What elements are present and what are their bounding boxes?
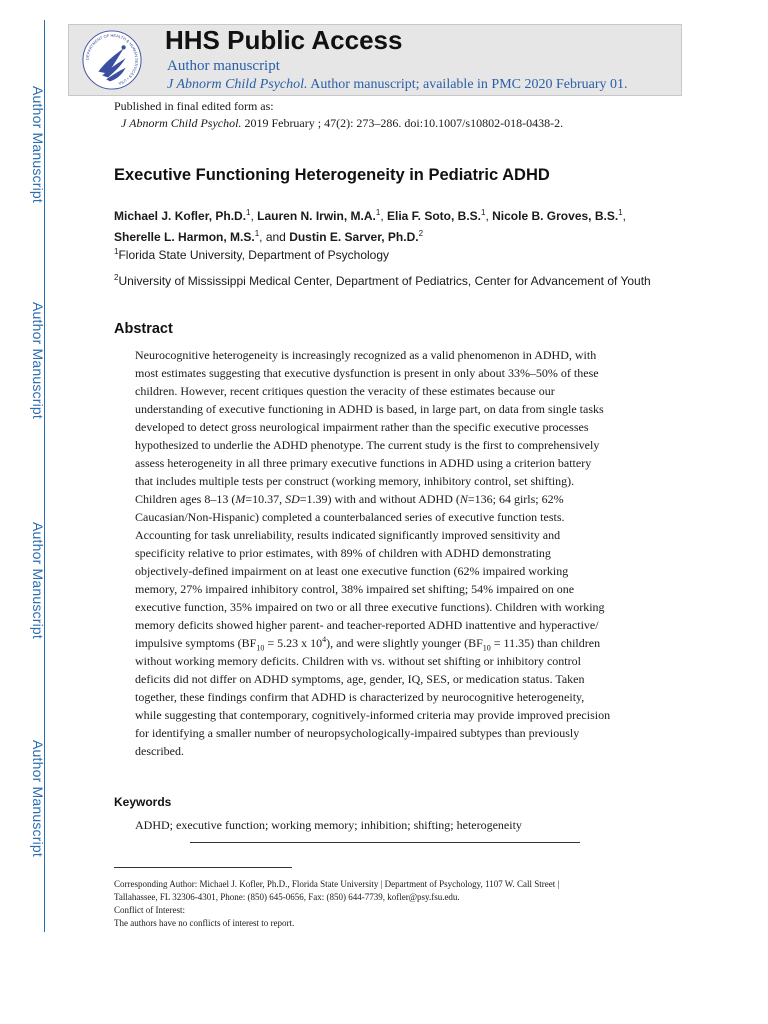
- author-affiliation-mark: 1: [375, 208, 381, 217]
- abstract-fragment: = 11.35) than children: [490, 636, 601, 650]
- abstract-body: [135, 346, 635, 760]
- abstract-line: hypothesized to underlie the ADHD phenotype. The current study is the first to comprehensively: [135, 438, 600, 452]
- abstract-line: while suggesting that contemporary, cognitively-informed criteria may provide improved precision: [135, 708, 611, 722]
- published-citation: [121, 116, 563, 131]
- published-journal: J Abnorm Child Psychol.: [121, 116, 242, 130]
- abstract-fragment: =136; 64 girls; 62%: [467, 492, 564, 506]
- abstract-line: [135, 634, 635, 652]
- author-separator: ,: [380, 209, 387, 223]
- sidebar-label-author-manuscript: Author Manuscript: [30, 522, 46, 640]
- abstract-fragment: 4: [322, 635, 327, 644]
- conflict-text: The authors have no conflicts of interest to report.: [114, 918, 295, 928]
- abstract-fragment: Children ages 8–13 (: [135, 492, 236, 506]
- abstract-line: objectively-defined impairment on at least one executive function (62% impaired working: [135, 564, 569, 578]
- affiliation-text: University of Mississippi Medical Center, Department of Pediatrics, Center for Advancement of Youth: [118, 274, 651, 288]
- abstract-line: together, these findings confirm that ADHD is characterized by neurocognitive heterogeneity,: [135, 690, 585, 704]
- abstract-line: understanding of executive functioning in ADHD is based, in large part, on data from single tasks: [135, 402, 604, 416]
- keywords-list: ADHD; executive function; working memory; inhibition; shifting; heterogeneity: [135, 818, 522, 832]
- article-title: Executive Functioning Heterogeneity in Pediatric ADHD: [114, 166, 550, 184]
- abstract-line: described.: [135, 744, 184, 758]
- author-affiliation-mark: 1: [246, 208, 251, 217]
- author-name: Dustin E. Sarver, Ph.D.: [289, 230, 419, 244]
- abstract-fragment: =1.39) with and without ADHD (: [299, 492, 460, 506]
- author-name: Sherelle L. Harmon, M.S.: [114, 230, 255, 244]
- author-affiliation-mark: 1: [481, 208, 486, 217]
- hhs-eagle-seal-icon: [81, 29, 143, 91]
- abstract-line: without working memory deficits. Children with vs. without set shifting or inhibitory control: [135, 654, 581, 668]
- abstract-line: memory deficits showed higher parent- and teacher-reported ADHD inattentive and hyperactive/: [135, 618, 599, 632]
- affiliation-number: 1: [114, 247, 119, 256]
- abstract-fragment: =10.37,: [245, 492, 286, 506]
- hhs-public-access-header: [68, 24, 682, 96]
- author-affiliation-mark: 2: [418, 229, 424, 238]
- author-name: Nicole B. Groves, B.S.: [492, 209, 619, 223]
- affiliation-text: Florida State University, Department of Psychology: [118, 248, 390, 262]
- affiliation-1: [114, 243, 674, 264]
- seal-text: DEPARTMENT OF HEALTH & HUMAN SERVICES • USA: [84, 32, 140, 87]
- header-subtitle: Author manuscript: [167, 58, 280, 74]
- abstract-fragment: ), and were slightly younger (BF: [326, 636, 483, 650]
- author-name: Lauren N. Irwin, M.A.: [257, 209, 376, 223]
- abstract-fragment: = 5.23 x 10: [264, 636, 323, 650]
- abstract-line: Accounting for task unreliability, results indicated significantly improved sensitivity and: [135, 528, 561, 542]
- abstract-fragment: 10: [256, 643, 265, 653]
- header-availability-text: Author manuscript; available in PMC 2020 February 01.: [307, 77, 628, 92]
- header-journal: J Abnorm Child Psychol.: [167, 77, 308, 92]
- author-separator: , and: [259, 230, 290, 244]
- author-name: Elia F. Soto, B.S.: [386, 209, 481, 223]
- abstract-fragment: impulsive symptoms (BF: [135, 636, 257, 650]
- corresponding-author: Corresponding Author: Michael J. Kofler, Ph.D., Florida State University | Department of Psychology, 1107 W. Call Street |: [114, 879, 560, 889]
- affiliation-number: 2: [114, 273, 119, 282]
- abstract-fragment: SD: [285, 492, 300, 506]
- abstract-line: Caucasian/Non-Hispanic) completed a counterbalanced series of executive function tests.: [135, 510, 565, 524]
- author-list: [114, 204, 654, 246]
- abstract-line: children. However, recent critiques question the veracity of these estimates because our: [135, 384, 555, 398]
- abstract-line: for identifying a smaller number of neuropsychologically-impaired subtypes than previously: [135, 726, 580, 740]
- published-citation-text: 2019 February ; 47(2): 273–286. doi:10.1007/s10802-018-0438-2.: [241, 116, 564, 130]
- abstract-line: assess heterogeneity in all three primary executive functions in ADHD using a criterion battery: [135, 456, 592, 470]
- abstract-line: deficits did not differ on ADHD symptoms, age, gender, IQ, SES, or medication status. Taken: [135, 672, 585, 686]
- sidebar-label-author-manuscript: Author Manuscript: [30, 302, 46, 420]
- abstract-line: executive function, 35% impaired on two or all three executive functions). Children with working: [135, 600, 605, 614]
- abstract-heading: Abstract: [114, 321, 173, 337]
- conflict-label: Conflict of Interest:: [114, 905, 185, 915]
- sidebar-label-author-manuscript: Author Manuscript: [30, 740, 46, 858]
- sidebar-label-author-manuscript: Author Manuscript: [30, 86, 46, 204]
- footnote-divider: [114, 867, 292, 868]
- abstract-line: most estimates suggesting that executive dysfunction is present in only about 33%–50% of these: [135, 366, 599, 380]
- header-title: HHS Public Access: [165, 25, 403, 55]
- abstract-fragment: 10: [482, 643, 491, 653]
- author-name: Michael J. Kofler, Ph.D.: [114, 209, 247, 223]
- abstract-fragment: N: [459, 492, 468, 506]
- abstract-fragment: M: [235, 492, 246, 506]
- author-affiliation-mark: 1: [254, 229, 260, 238]
- abstract-line: specificity relative to prior estimates, with 89% of children with ADHD demonstrating: [135, 546, 551, 560]
- corresponding-address: Tallahassee, FL 32306-4301, Phone: (850) 645-0656, Fax: (850) 644-7739, kofler@psy.fsu.edu.: [114, 892, 460, 902]
- abstract-line: that includes multiple tests per construct (working memory, inhibitory control, set shifting).: [135, 474, 575, 488]
- abstract-line: developed to detect gross neurological impairment rather than the specific executive processes: [135, 420, 589, 434]
- abstract-line: memory, 27% impaired inhibitory control, 38% impaired set shifting; 54% impaired on one: [135, 582, 575, 596]
- abstract-line: Neurocognitive heterogeneity is increasingly recognized as a valid phenomenon in ADHD, with: [135, 348, 597, 362]
- author-separator: ,: [622, 209, 626, 223]
- keywords-heading: Keywords: [114, 795, 172, 809]
- author-separator: ,: [485, 209, 493, 223]
- abstract-line: [135, 490, 635, 508]
- header-availability: [167, 77, 628, 93]
- affiliation-2: [114, 269, 674, 290]
- author-affiliation-mark: 1: [618, 208, 623, 217]
- footnotes: [114, 878, 634, 930]
- author-separator: ,: [250, 209, 258, 223]
- keywords-divider: [190, 842, 580, 843]
- published-label: Published in final edited form as:: [114, 99, 274, 113]
